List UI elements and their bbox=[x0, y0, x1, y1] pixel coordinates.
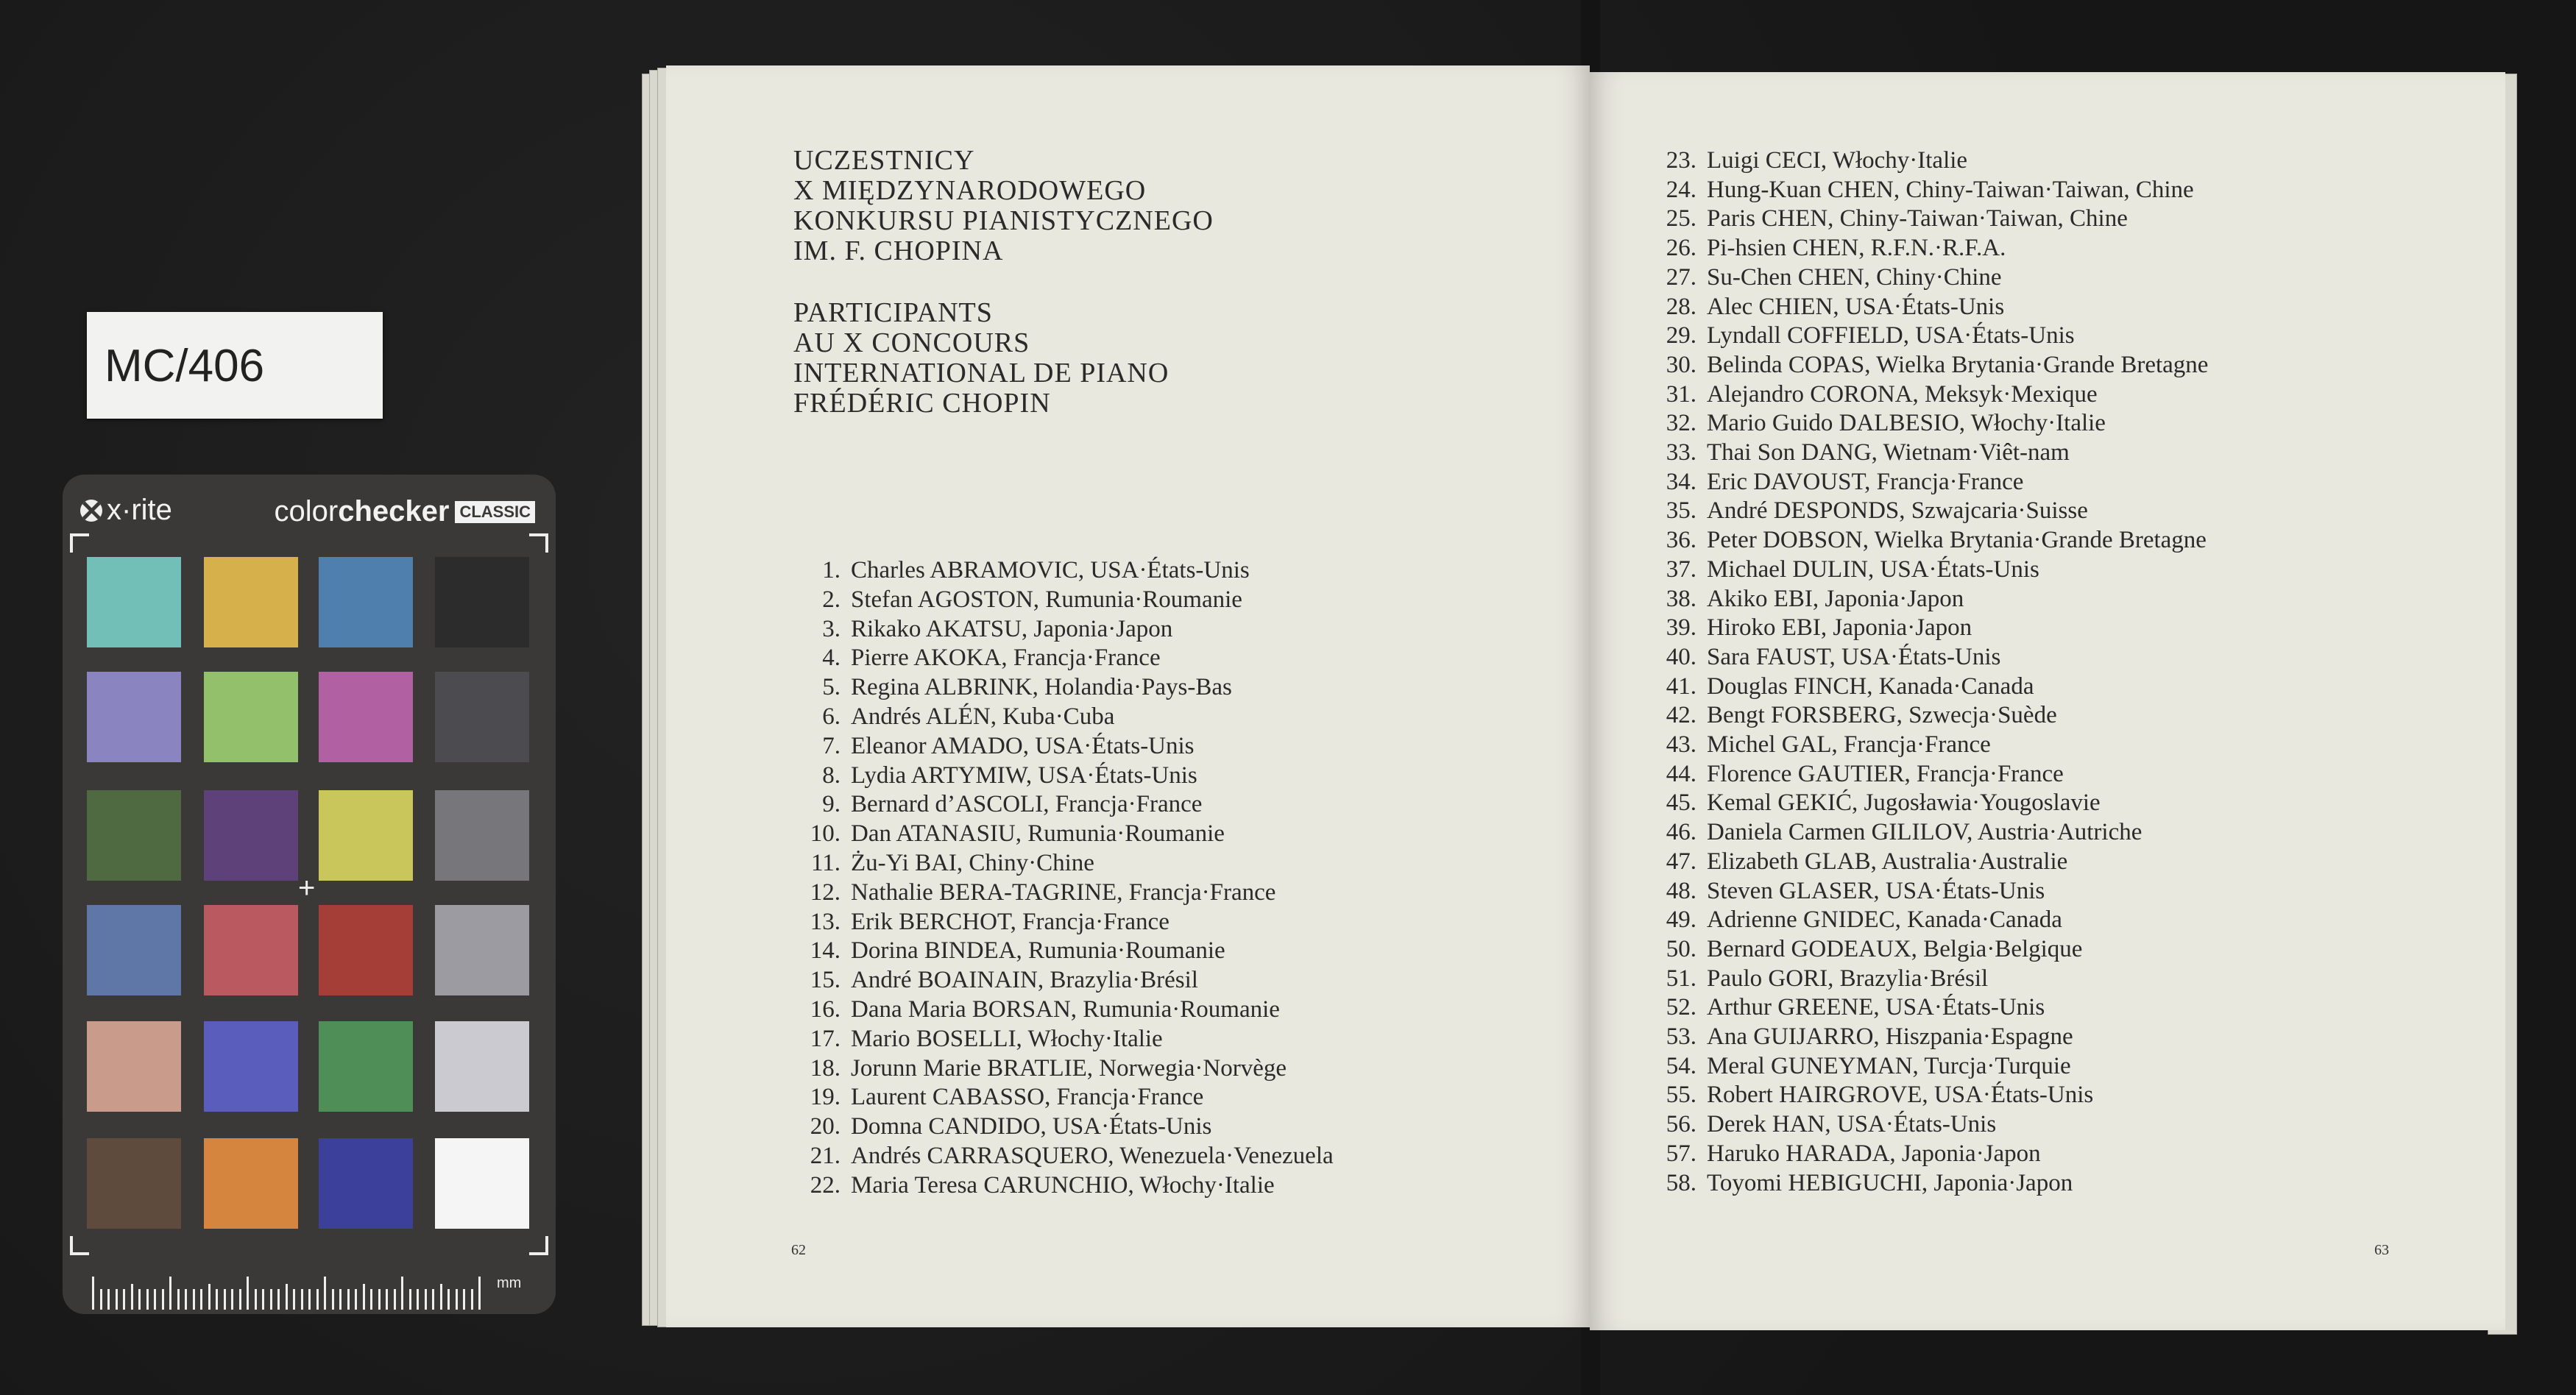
participant-number: 26. bbox=[1666, 235, 1696, 262]
ruler-tick bbox=[270, 1289, 272, 1310]
participant-entry: Stefan AGOSTON, Rumunia·Roumanie bbox=[851, 586, 1242, 613]
page-number-right: 63 bbox=[2374, 1242, 2389, 1258]
participant-row bbox=[1645, 380, 2098, 409]
participant-entry: Erik BERCHOT, Francja·France bbox=[851, 908, 1170, 935]
participant-number: 43. bbox=[1666, 731, 1696, 758]
ruler-tick bbox=[100, 1289, 102, 1310]
participant-row bbox=[1645, 642, 2000, 672]
participant-number: 53. bbox=[1666, 1023, 1696, 1050]
participant-row bbox=[1645, 350, 2208, 380]
participant-row bbox=[1645, 1168, 2073, 1198]
participant-row bbox=[789, 965, 1198, 995]
ruler-tick bbox=[177, 1289, 180, 1310]
participant-number: 25. bbox=[1666, 205, 1696, 232]
participant-number: 29. bbox=[1666, 322, 1696, 349]
participant-entry: Bernard GODEAUX, Belgia·Belgique bbox=[1707, 935, 2083, 962]
participant-row bbox=[789, 789, 1202, 819]
xrite-brand-text: x·rite bbox=[107, 494, 172, 526]
participant-number: 22. bbox=[810, 1171, 841, 1199]
participant-entry: Charles ABRAMOVIC, USA·États-Unis bbox=[851, 557, 1250, 583]
participant-number: 1. bbox=[822, 557, 841, 583]
participant-row bbox=[1645, 613, 1972, 642]
color-patch bbox=[319, 790, 413, 881]
color-patch bbox=[319, 905, 413, 995]
heading-line: KONKURSU PIANISTYCZNEGO bbox=[793, 205, 1214, 236]
participant-row bbox=[1645, 876, 2045, 906]
participant-number: 32. bbox=[1666, 410, 1696, 437]
page-number-left: 62 bbox=[791, 1242, 806, 1258]
ruler-tick bbox=[378, 1289, 381, 1310]
participant-row bbox=[1645, 730, 1991, 759]
participant-entry: Eleanor AMADO, USA·États-Unis bbox=[851, 732, 1195, 759]
participant-row bbox=[1645, 467, 2023, 497]
color-patch bbox=[435, 557, 529, 647]
participant-row bbox=[1645, 847, 2067, 876]
participant-entry: Luigi CECI, Włochy·Italie bbox=[1707, 147, 1968, 174]
participant-row bbox=[1645, 1080, 2093, 1110]
participant-entry: Douglas FINCH, Kanada·Canada bbox=[1707, 672, 2034, 700]
participant-entry: Adrienne GNIDEC, Kanada·Canada bbox=[1707, 906, 2062, 934]
color-patch bbox=[204, 672, 298, 762]
participant-entry: Hung-Kuan CHEN, Chiny-Taiwan·Taiwan, Chine bbox=[1707, 176, 2194, 203]
ruler-tick bbox=[185, 1289, 187, 1310]
participant-row bbox=[789, 643, 1161, 672]
ruler-tick bbox=[286, 1284, 288, 1310]
ruler-tick bbox=[239, 1289, 241, 1310]
participant-entry: Elizabeth GLAB, Australia·Australie bbox=[1707, 848, 2068, 875]
participant-number: 48. bbox=[1666, 877, 1696, 904]
participant-number: 9. bbox=[822, 791, 841, 818]
participant-entry: Bengt FORSBERG, Szwecja·Suède bbox=[1707, 702, 2057, 729]
participant-row bbox=[789, 702, 1114, 731]
color-patch bbox=[204, 790, 298, 881]
ruler-tick bbox=[440, 1284, 442, 1310]
participant-entry: Alejandro CORONA, Meksyk·Mexique bbox=[1707, 380, 2098, 408]
ruler-tick bbox=[255, 1289, 257, 1310]
ruler-tick bbox=[116, 1289, 118, 1310]
participant-row bbox=[1645, 1051, 2071, 1081]
participant-number: 39. bbox=[1666, 614, 1696, 642]
color-patch bbox=[87, 905, 181, 995]
participant-entry: Akiko EBI, Japonia·Japon bbox=[1707, 585, 1964, 612]
participant-number: 2. bbox=[822, 586, 841, 613]
ruler-tick bbox=[447, 1289, 450, 1310]
participant-row bbox=[789, 1141, 1334, 1171]
participant-row bbox=[1645, 788, 2101, 817]
participant-row bbox=[1645, 146, 1967, 175]
color-patch bbox=[204, 1138, 298, 1229]
participant-row bbox=[789, 1024, 1163, 1054]
participant-entry: Ana GUIJARRO, Hiszpania·Espagne bbox=[1707, 1023, 2073, 1050]
participant-number: 45. bbox=[1666, 789, 1696, 817]
participant-entry: Bernard d’ASCOLI, Francja·France bbox=[851, 791, 1203, 818]
participant-entry: Pi-hsien CHEN, R.F.N.·R.F.A. bbox=[1707, 235, 2006, 262]
participant-entry: Robert HAIRGROVE, USA·États-Unis bbox=[1707, 1082, 2094, 1109]
participant-row bbox=[789, 995, 1280, 1024]
participant-number: 14. bbox=[810, 937, 841, 965]
participant-number: 31. bbox=[1666, 380, 1696, 408]
participant-number: 54. bbox=[1666, 1052, 1696, 1079]
participant-number: 21. bbox=[810, 1143, 841, 1169]
participant-row bbox=[1645, 817, 2142, 847]
participant-row bbox=[789, 1082, 1203, 1112]
ruler-tick bbox=[231, 1289, 233, 1310]
ruler-tick bbox=[347, 1289, 350, 1310]
participant-number: 41. bbox=[1666, 672, 1696, 700]
participant-number: 33. bbox=[1666, 439, 1696, 466]
ruler-tick bbox=[216, 1289, 218, 1310]
participant-row bbox=[789, 907, 1170, 937]
participant-number: 13. bbox=[810, 908, 841, 935]
participant-entry: André BOAINAIN, Brazylia·Brésil bbox=[851, 967, 1198, 994]
participant-entry: Dana Maria BORSAN, Rumunia·Roumanie bbox=[851, 996, 1280, 1023]
participant-row bbox=[789, 555, 1250, 585]
participant-entry: Belinda COPAS, Wielka Brytania·Grande Bretagne bbox=[1707, 351, 2209, 378]
participant-row bbox=[789, 761, 1197, 790]
participant-number: 38. bbox=[1666, 585, 1696, 612]
participant-entry: Lydia ARTYMIW, USA·États-Unis bbox=[851, 762, 1197, 789]
ruler-tick bbox=[162, 1289, 164, 1310]
ruler-tick bbox=[417, 1289, 419, 1310]
participant-number: 42. bbox=[1666, 702, 1696, 729]
participant-row bbox=[789, 731, 1195, 761]
participant-entry: Meral GUNEYMAN, Turcja·Turquie bbox=[1707, 1052, 2071, 1079]
ruler-tick bbox=[200, 1289, 202, 1310]
participant-row bbox=[1645, 700, 2057, 730]
participant-entry: Peter DOBSON, Wielka Brytania·Grande Bretagne bbox=[1707, 527, 2207, 554]
participant-row bbox=[789, 1054, 1287, 1083]
participant-entry: Kemal GEKIĆ, Jugosławia·Yougoslavie bbox=[1707, 789, 2101, 817]
color-patch bbox=[87, 790, 181, 881]
participant-row bbox=[1645, 408, 2106, 438]
color-patch bbox=[87, 1138, 181, 1229]
participant-row bbox=[1645, 584, 1964, 614]
participant-entry: Thai Son DANG, Wietnam·Viêt-nam bbox=[1707, 439, 2070, 466]
heading-line: IM. F. CHOPINA bbox=[793, 235, 1004, 266]
heading-line: INTERNATIONAL DE PIANO bbox=[793, 358, 1170, 388]
participant-row bbox=[1645, 555, 2039, 584]
color-patch bbox=[435, 1021, 529, 1112]
participant-entry: Żu-Yi BAI, Chiny·Chine bbox=[851, 850, 1094, 876]
participant-row bbox=[789, 848, 1094, 878]
ruler-tick bbox=[146, 1289, 149, 1310]
ruler-tick bbox=[463, 1289, 465, 1310]
participant-row bbox=[1645, 759, 2064, 789]
ruler-tick bbox=[409, 1289, 411, 1310]
participant-row bbox=[1645, 204, 2128, 233]
participant-number: 56. bbox=[1666, 1111, 1696, 1138]
participant-entry: Eric DAVOUST, Francja·France bbox=[1707, 468, 2024, 495]
participant-row bbox=[1645, 672, 2034, 701]
participant-row bbox=[1645, 175, 2194, 205]
participant-number: 10. bbox=[810, 820, 841, 848]
participant-number: 3. bbox=[822, 615, 841, 642]
heading-line: X MIĘDZYNARODOWEGO bbox=[793, 175, 1147, 206]
participant-entry: Laurent CABASSO, Francja·France bbox=[851, 1084, 1204, 1111]
ruler-tick bbox=[208, 1284, 210, 1310]
participant-row bbox=[789, 672, 1232, 702]
ruler-tick bbox=[386, 1289, 388, 1310]
classic-badge: CLASSIC bbox=[455, 501, 535, 523]
product-name-bold: checker bbox=[338, 495, 450, 528]
participant-entry: Dan ATANASIU, Rumunia·Roumanie bbox=[851, 820, 1225, 848]
heading-line: PARTICIPANTS bbox=[793, 297, 993, 328]
participant-entry: Steven GLASER, USA·États-Unis bbox=[1707, 877, 2045, 904]
participant-row bbox=[1645, 993, 2045, 1022]
participant-number: 51. bbox=[1666, 965, 1696, 992]
participant-entry: Nathalie BERA-TAGRINE, Francja·France bbox=[851, 878, 1276, 906]
colorchecker-card bbox=[63, 475, 556, 1314]
participant-entry: Su-Chen CHEN, Chiny·Chine bbox=[1707, 263, 2002, 291]
participant-number: 24. bbox=[1666, 176, 1696, 203]
participant-entry: Maria Teresa CARUNCHIO, Włochy·Italie bbox=[851, 1171, 1275, 1199]
participant-entry: Hiroko EBI, Japonia·Japon bbox=[1707, 614, 1972, 642]
participant-number: 23. bbox=[1666, 147, 1696, 174]
participant-number: 49. bbox=[1666, 906, 1696, 934]
color-patch bbox=[204, 557, 298, 647]
participant-number: 4. bbox=[822, 645, 841, 672]
participant-row bbox=[789, 819, 1225, 848]
color-patch bbox=[204, 1021, 298, 1112]
corner-mark-icon bbox=[70, 533, 89, 553]
participant-row bbox=[1645, 233, 2006, 263]
ruler-tick bbox=[277, 1289, 280, 1310]
participant-number: 57. bbox=[1666, 1140, 1696, 1167]
participant-row bbox=[1645, 496, 2088, 525]
ruler-tick bbox=[169, 1277, 171, 1310]
participant-number: 8. bbox=[822, 762, 841, 789]
participant-number: 12. bbox=[810, 878, 841, 906]
participant-row bbox=[1645, 292, 2004, 322]
participant-entry: Regina ALBRINK, Holandia·Pays-Bas bbox=[851, 674, 1232, 701]
color-patch bbox=[87, 672, 181, 762]
participant-entry: Paulo GORI, Brazylia·Brésil bbox=[1707, 965, 1989, 992]
participant-number: 27. bbox=[1666, 263, 1696, 291]
xrite-logo bbox=[80, 494, 172, 527]
participant-row bbox=[1645, 438, 2070, 467]
color-patch bbox=[435, 672, 529, 762]
ruler-tick bbox=[401, 1277, 403, 1310]
participant-row bbox=[1645, 263, 2002, 292]
color-patch bbox=[435, 790, 529, 881]
ruler-unit-label: mm bbox=[497, 1275, 522, 1291]
participant-entry: Lyndall COFFIELD, USA·États-Unis bbox=[1707, 322, 2075, 349]
ruler-tick bbox=[456, 1289, 458, 1310]
ruler-tick bbox=[224, 1289, 226, 1310]
participant-row bbox=[789, 1171, 1275, 1200]
color-patch bbox=[319, 1138, 413, 1229]
participant-row bbox=[1645, 905, 2062, 934]
ruler-tick bbox=[316, 1289, 319, 1310]
ruler-tick bbox=[138, 1289, 141, 1310]
participant-entry: Dorina BINDEA, Rumunia·Roumanie bbox=[851, 937, 1225, 965]
product-name-light: color bbox=[274, 495, 339, 528]
participant-entry: André DESPONDS, Szwajcaria·Suisse bbox=[1707, 497, 2088, 525]
participant-entry: Daniela Carmen GILILOV, Austria·Autriche bbox=[1707, 819, 2142, 846]
participant-entry: Andrés CARRASQUERO, Wenezuela·Venezuela bbox=[851, 1143, 1334, 1169]
ruler-tick bbox=[247, 1277, 249, 1310]
archive-label bbox=[87, 312, 383, 419]
ruler-tick bbox=[193, 1289, 195, 1310]
color-patch bbox=[435, 1138, 529, 1229]
ruler-tick bbox=[332, 1289, 334, 1310]
ruler-tick bbox=[394, 1289, 396, 1310]
colorchecker-title bbox=[275, 495, 536, 528]
ruler-tick bbox=[355, 1289, 357, 1310]
participant-number: 36. bbox=[1666, 527, 1696, 554]
participant-number: 46. bbox=[1666, 819, 1696, 846]
participant-entry: Haruko HARADA, Japonia·Japon bbox=[1707, 1140, 2041, 1167]
participant-row bbox=[789, 1112, 1211, 1141]
participant-number: 6. bbox=[822, 703, 841, 730]
participant-entry: Arthur GREENE, USA·États-Unis bbox=[1707, 994, 2045, 1021]
participant-number: 5. bbox=[822, 674, 841, 701]
participant-entry: Florence GAUTIER, Francja·France bbox=[1707, 760, 2064, 787]
participant-entry: Pierre AKOKA, Francja·France bbox=[851, 645, 1161, 672]
participant-entry: Andrés ALÉN, Kuba·Cuba bbox=[851, 703, 1115, 730]
participant-row bbox=[789, 585, 1242, 614]
participant-row bbox=[1645, 934, 2082, 964]
color-patch bbox=[319, 1021, 413, 1112]
archive-label-text: MC/406 bbox=[105, 341, 265, 391]
ruler-tick bbox=[425, 1289, 427, 1310]
participant-row bbox=[1645, 1110, 1996, 1139]
participant-number: 55. bbox=[1666, 1082, 1696, 1109]
participant-number: 20. bbox=[810, 1113, 841, 1140]
participant-number: 37. bbox=[1666, 555, 1696, 583]
participant-number: 58. bbox=[1666, 1169, 1696, 1196]
participant-row bbox=[1645, 964, 1988, 993]
participant-row bbox=[1645, 525, 2207, 555]
ruler-tick bbox=[324, 1277, 326, 1310]
participant-number: 11. bbox=[810, 850, 841, 876]
participant-number: 47. bbox=[1666, 848, 1696, 875]
participant-row bbox=[1645, 321, 2075, 350]
ruler-tick bbox=[339, 1289, 342, 1310]
participant-number: 16. bbox=[810, 996, 841, 1023]
participant-row bbox=[789, 614, 1172, 644]
xrite-logo-icon bbox=[80, 500, 102, 522]
color-patch bbox=[87, 1021, 181, 1112]
participant-number: 34. bbox=[1666, 468, 1696, 495]
participant-number: 7. bbox=[822, 732, 841, 759]
crosshair-icon: + bbox=[298, 872, 316, 904]
participant-entry: Rikako AKATSU, Japonia·Japon bbox=[851, 615, 1173, 642]
participant-number: 17. bbox=[810, 1025, 841, 1052]
participant-number: 50. bbox=[1666, 935, 1696, 962]
ruler-tick bbox=[308, 1289, 311, 1310]
participant-number: 40. bbox=[1666, 643, 1696, 670]
participant-entry: Alec CHIEN, USA·États-Unis bbox=[1707, 293, 2005, 320]
ruler-tick bbox=[432, 1289, 434, 1310]
color-patch bbox=[204, 905, 298, 995]
ruler-tick bbox=[293, 1289, 295, 1310]
ruler-tick bbox=[154, 1289, 156, 1310]
color-patch bbox=[319, 672, 413, 762]
participant-entry: Mario BOSELLI, Włochy·Italie bbox=[851, 1025, 1163, 1052]
participant-row bbox=[1645, 1139, 2041, 1168]
corner-mark-icon bbox=[529, 533, 548, 553]
participant-number: 52. bbox=[1666, 994, 1696, 1021]
participant-row bbox=[1645, 1022, 2073, 1051]
ruler-tick bbox=[92, 1277, 94, 1310]
participant-entry: Mario Guido DALBESIO, Włochy·Italie bbox=[1707, 410, 2106, 437]
participant-entry: Sara FAUST, USA·États-Unis bbox=[1707, 643, 2001, 670]
participant-number: 18. bbox=[810, 1054, 841, 1082]
participant-number: 35. bbox=[1666, 497, 1696, 525]
participant-entry: Derek HAN, USA·États-Unis bbox=[1707, 1111, 1997, 1138]
ruler-tick bbox=[363, 1284, 365, 1310]
ruler-tick bbox=[131, 1284, 133, 1310]
participant-entry: Domna CANDIDO, USA·États-Unis bbox=[851, 1113, 1212, 1140]
participant-row bbox=[789, 936, 1225, 965]
participant-number: 44. bbox=[1666, 760, 1696, 787]
mm-ruler bbox=[92, 1277, 504, 1310]
heading-line: AU X CONCOURS bbox=[793, 327, 1030, 358]
participant-entry: Michael DULIN, USA·États-Unis bbox=[1707, 555, 2039, 583]
ruler-tick bbox=[107, 1289, 110, 1310]
participant-entry: Toyomi HEBIGUCHI, Japonia·Japon bbox=[1707, 1169, 2073, 1196]
heading-line: UCZESTNICY bbox=[793, 145, 975, 176]
corner-mark-icon bbox=[529, 1236, 548, 1255]
participant-number: 19. bbox=[810, 1084, 841, 1111]
color-patch bbox=[87, 557, 181, 647]
ruler-tick bbox=[370, 1289, 372, 1310]
participant-entry: Paris CHEN, Chiny-Taiwan·Taiwan, Chine bbox=[1707, 205, 2128, 232]
corner-mark-icon bbox=[70, 1236, 89, 1255]
ruler-tick bbox=[478, 1277, 481, 1310]
participant-entry: Michel GAL, Francja·France bbox=[1707, 731, 1991, 758]
ruler-tick bbox=[262, 1289, 264, 1310]
color-patch bbox=[435, 905, 529, 995]
participant-number: 15. bbox=[810, 967, 841, 994]
ruler-tick bbox=[471, 1289, 473, 1310]
color-patch bbox=[319, 557, 413, 647]
heading-line: FRÉDÉRIC CHOPIN bbox=[793, 388, 1051, 419]
ruler-tick bbox=[123, 1289, 125, 1310]
ruler-tick bbox=[301, 1289, 303, 1310]
participant-number: 28. bbox=[1666, 293, 1696, 320]
participant-number: 30. bbox=[1666, 351, 1696, 378]
participant-entry: Jorunn Marie BRATLIE, Norwegia·Norvège bbox=[851, 1054, 1287, 1082]
participant-row bbox=[789, 878, 1275, 907]
